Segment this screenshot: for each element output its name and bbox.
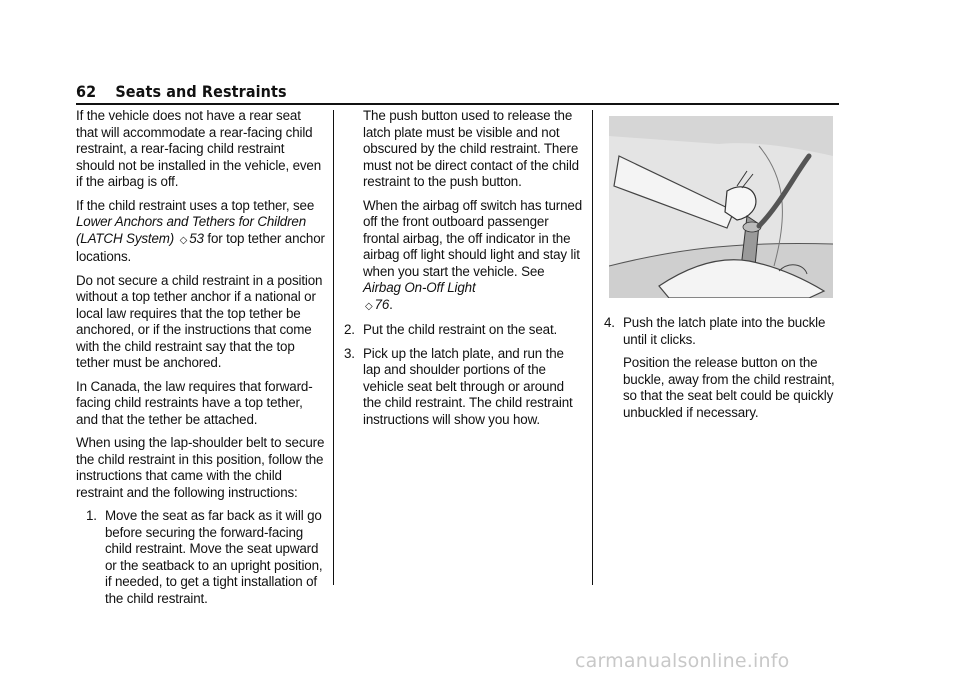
watermark: carmanualsonline.info	[575, 650, 790, 672]
column-1	[76, 108, 326, 614]
paragraph: Position the release button on the buckle, away from the child restraint, so that the seat belt could be quickly unbuckled if necessary.	[623, 355, 835, 420]
section-title: Seats and Restraints	[115, 82, 287, 101]
column-2	[344, 108, 582, 435]
list-item	[344, 346, 582, 429]
paragraph: The push button used to release the latch plate must be visible and not obscured by the child restraint. There must not be direct contact of the child restraint to the push button.	[363, 108, 579, 189]
step-number: 1.	[86, 508, 97, 523]
step-number: 2.	[344, 322, 355, 337]
latch-plate-illustration	[609, 116, 833, 298]
paragraph: If the vehicle does not have a rear seat that will accommodate a rear-facing child restraint, a rear-facing child restraint should not be installed in the vehicle, even if the airbag is off.	[76, 108, 322, 189]
step-number: 4.	[604, 315, 615, 330]
column-3	[604, 315, 842, 428]
column-divider-2	[592, 110, 593, 585]
step-text: Push the latch plate into the buckle until it clicks.	[623, 315, 826, 347]
page-ref-arrow-icon: ◇	[179, 234, 188, 246]
step-number: 3.	[344, 345, 355, 361]
step-text: Pick up the latch plate, and run the lap and shoulder portions of the vehicle seat belt through or around the child restraint. The child restraint instructions will show you how.	[363, 345, 573, 427]
paragraph: Do not secure a child restraint in a position without a top tether anchor if a national or local law requires that the top tether be anchored, or if the instructions that come with the child restraint say that the top tether must be anchored.	[76, 272, 323, 370]
list-item	[604, 315, 842, 421]
paragraph: When using the lap-shoulder belt to secure the child restraint in this position, follow the instructions that came with the child restraint and the following instructions:	[76, 435, 325, 500]
paragraph: When the airbag off switch has turned off the front outboard passenger frontal airbag, the off indicator in the airbag off light should light and stay lit when you start the vehicle. See Airbag On-Off Light ◇ 76.	[363, 197, 582, 312]
paragraph: If the child restraint uses a top tether, see Lower Anchors and Tethers for Children (LATCH System) ◇ 53 for top tether anchor locations.	[76, 197, 325, 264]
cross-reference-link[interactable]: Airbag On-Off Light	[363, 280, 476, 295]
step-text: Move the seat as far back as it will go before securing the forward-facing child restraint. Move the seat upward or the seatback to an upright position, if needed, to get a tight installation of the child restraint.	[105, 508, 323, 606]
page-ref-arrow-icon: ◇	[365, 300, 373, 312]
page-header	[76, 82, 287, 101]
list-item	[86, 508, 326, 607]
list-item	[344, 322, 582, 339]
step-text: Put the child restraint on the seat.	[363, 322, 558, 337]
cross-reference-link[interactable]: Lower Anchors and Tethers for Children (LATCH System)	[76, 214, 307, 246]
page-number: 62	[76, 82, 97, 101]
page-reference[interactable]: 53	[189, 230, 204, 246]
column-divider-1	[333, 110, 334, 585]
header-rule	[76, 103, 839, 105]
page-reference[interactable]: 76	[374, 296, 390, 312]
paragraph: In Canada, the law requires that forward-facing child restraints have a top tether, and that the tether be attached.	[76, 378, 313, 427]
